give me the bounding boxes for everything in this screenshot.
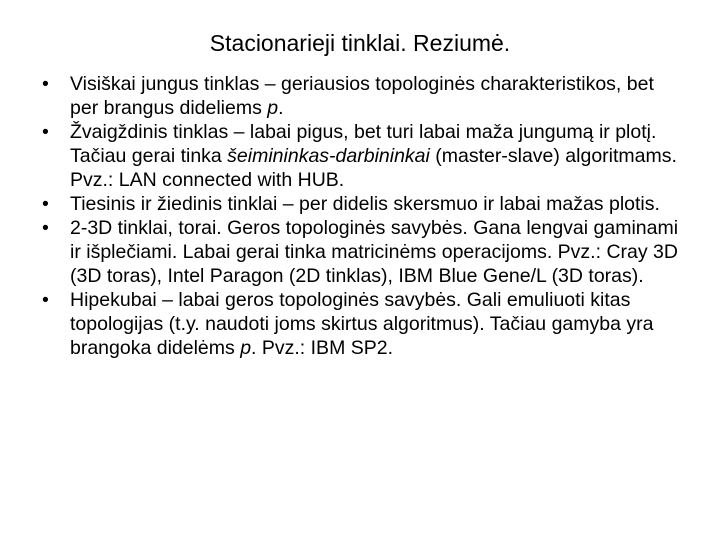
bullet-text <box>70 72 682 120</box>
text-segment: Hipekubai – labai geros topologinės savybės. Gali emuliuoti kitas topologijas (t.y. naudoti joms skirtus algoritmus). Tačiau gamyba yra brangoka didelėms <box>70 289 654 359</box>
slide-title: Stacionarieji tinklai. Reziumė. <box>209 30 511 56</box>
italic-text: p <box>240 337 252 359</box>
bullet-text <box>70 216 682 288</box>
italic-text: šeimininkas-darbininkai <box>227 145 430 167</box>
bullet-marker: • <box>42 73 49 95</box>
bullet-marker: • <box>42 289 49 311</box>
bullet-text <box>70 192 682 216</box>
text-segment: 2-3D tinklai, torai. Geros topologinės savybės. Gana lengvai gaminami ir išplečiami. Labai gerai tinka matricinėms operacijoms. Pvz.: Cray 3D (3D toras), Intel Paragon (2D tinklas), IBM Blue Gene/L (3D toras). <box>70 217 679 287</box>
bullet-marker: • <box>42 193 49 215</box>
bullet-marker: • <box>42 121 49 143</box>
text-segment: . Pvz.: IBM SP2. <box>251 337 394 359</box>
text-segment: Žvaigždinis tinklas – labai pigus, bet turi labai maža jungumą ir plotį. Tačiau gerai tinka <box>70 121 657 167</box>
text-segment: . <box>278 97 284 119</box>
bullet-item <box>42 192 682 216</box>
bullet-marker: • <box>42 217 49 239</box>
text-segment: Visiškai jungus tinklas – geriausios topologinės charakteristikos, bet per brangus dideliems <box>70 73 654 119</box>
text-segment: (master-slave) algoritmams. Pvz.: LAN connected with HUB. <box>70 145 677 191</box>
bullet-item <box>42 120 682 192</box>
italic-text: p <box>267 97 279 119</box>
bullet-list <box>42 72 682 360</box>
bullet-item <box>42 288 682 360</box>
bullet-item <box>42 216 682 288</box>
bullet-text <box>70 288 682 360</box>
bullet-item <box>42 72 682 120</box>
bullet-text <box>70 120 682 192</box>
text-segment: Tiesinis ir žiedinis tinklai – per didelis skersmuo ir labai mažas plotis. <box>70 193 660 215</box>
